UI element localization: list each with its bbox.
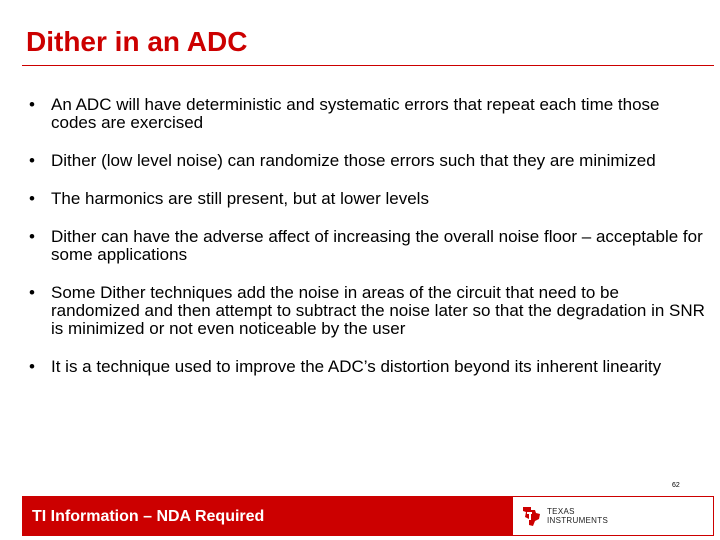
bullet-marker: • xyxy=(29,151,35,170)
footer-bar xyxy=(22,496,714,536)
bullet-marker: • xyxy=(29,357,35,376)
logo-wordmark-line2: INSTRUMENTS xyxy=(547,516,609,525)
bullet-item xyxy=(29,190,709,208)
page-number: 62 xyxy=(672,482,680,489)
bullet-marker: • xyxy=(29,283,35,302)
bullet-item xyxy=(29,358,709,376)
bullet-text: It is a technique used to improve the ADC’s distortion beyond its inherent linearity xyxy=(51,357,662,376)
footer-label: TI Information – NDA Required xyxy=(32,508,265,525)
bullet-list xyxy=(29,96,709,396)
bullet-text: An ADC will have deterministic and systematic errors that repeat each time those codes are exercised xyxy=(51,95,660,132)
bullet-item xyxy=(29,96,709,132)
bullet-item xyxy=(29,284,709,338)
bullet-text: The harmonics are still present, but at lower levels xyxy=(51,189,429,208)
bullet-marker: • xyxy=(29,95,35,114)
bullet-marker: • xyxy=(29,189,35,208)
footer-label-panel xyxy=(23,497,513,535)
bullet-text: Dither (low level noise) can randomize those errors such that they are minimized xyxy=(51,151,656,170)
slide-title: Dither in an ADC xyxy=(26,26,248,57)
bullet-item xyxy=(29,228,709,264)
texas-instruments-logo xyxy=(521,504,621,530)
logo-wordmark-line1: TEXAS xyxy=(547,507,575,516)
title-divider xyxy=(22,65,714,66)
bullet-text: Dither can have the adverse affect of increasing the overall noise floor – acceptable for some applications xyxy=(51,227,703,264)
bullet-text: Some Dither techniques add the noise in areas of the circuit that need to be randomized and then attempt to subtract the noise later so that the degradation in SNR is minimized or not even noticeable by the user xyxy=(51,283,705,338)
bullet-marker: • xyxy=(29,227,35,246)
texas-instruments-logo-icon xyxy=(521,504,543,528)
bullet-item xyxy=(29,152,709,170)
